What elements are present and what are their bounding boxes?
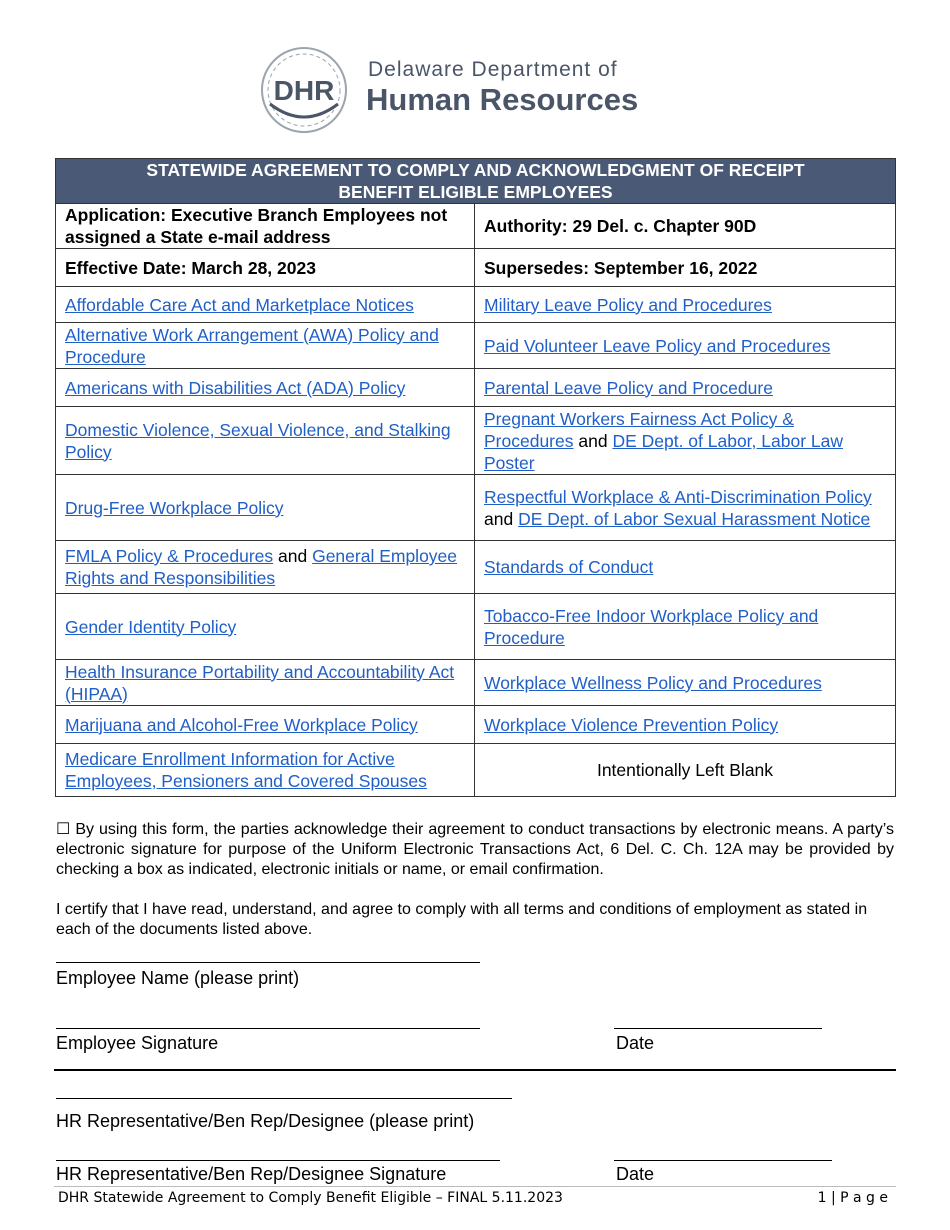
policy-link[interactable]: Parental Leave Policy and Procedure	[484, 377, 773, 398]
application-cell: Application: Executive Branch Employees not assigned a State e-mail address	[56, 204, 475, 249]
conjunction: and	[273, 546, 313, 566]
org-name-line1: Delaware Department of	[368, 58, 618, 81]
employee-name-label: Employee Name (please print)	[56, 968, 300, 988]
policy-link[interactable]: Military Leave Policy and Procedures	[484, 294, 772, 315]
policy-link[interactable]: Tobacco-Free Indoor Workplace Policy and Procedure	[484, 605, 819, 648]
date-line-2[interactable]	[614, 1160, 832, 1161]
policy-link[interactable]: Respectful Workplace & Anti-Discrimination Policy	[484, 486, 872, 507]
policy-link[interactable]: Americans with Disabilities Act (ADA) Policy	[65, 377, 406, 398]
dhr-seal-icon	[258, 44, 354, 136]
conjunction: and	[484, 508, 519, 529]
policy-link[interactable]: General Employee Rights and Responsibilities	[65, 546, 458, 588]
policy-link[interactable]: Health Insurance Portability and Accountability Act (HIPAA)	[65, 661, 455, 704]
footer-divider	[54, 1186, 896, 1187]
policy-link[interactable]: Domestic Violence, Sexual Violence, and Stalking Policy	[65, 419, 451, 462]
table-row	[56, 369, 896, 407]
footer-page-number: 1 | P a g e	[817, 1190, 888, 1206]
table-row	[56, 706, 896, 744]
date-label-2: Date	[616, 1164, 655, 1184]
policy-link[interactable]: Alternative Work Arrangement (AWA) Policy and Procedure	[65, 324, 439, 367]
policy-link[interactable]: Drug-Free Workplace Policy	[65, 497, 284, 518]
table-row	[56, 407, 896, 475]
section-divider	[54, 1069, 896, 1071]
consent-checkbox[interactable]: ☐	[56, 821, 71, 838]
hr-signature-label: HR Representative/Ben Rep/Designee Signature	[56, 1164, 447, 1184]
policy-link[interactable]: Marijuana and Alcohol-Free Workplace Policy	[65, 714, 418, 735]
dhr-logo	[258, 44, 678, 136]
table-row	[56, 660, 896, 706]
table-row	[56, 541, 896, 594]
table-banner	[56, 159, 896, 204]
policy-link[interactable]: Workplace Wellness Policy and Procedures	[484, 672, 822, 693]
table-row	[56, 744, 896, 797]
hr-name-line[interactable]	[56, 1098, 512, 1099]
policy-link[interactable]: Pregnant Workers Fairness Act Policy & Procedures	[484, 408, 794, 451]
employee-signature-line[interactable]	[56, 1028, 480, 1029]
table-row	[56, 287, 896, 323]
policy-link[interactable]: Gender Identity Policy	[65, 616, 237, 637]
hr-name-label: HR Representative/Ben Rep/Designee (please print)	[56, 1111, 475, 1131]
supersedes-cell: Supersedes: September 16, 2022	[475, 249, 896, 287]
policy-link[interactable]: Standards of Conduct	[484, 557, 654, 577]
policy-table	[55, 158, 896, 797]
effective-date-cell: Effective Date: March 28, 2023	[56, 249, 475, 287]
employee-name-line[interactable]	[56, 962, 480, 963]
banner-subtitle: BENEFIT ELIGIBLE EMPLOYEES	[338, 182, 613, 202]
policy-link[interactable]: Paid Volunteer Leave Policy and Procedures	[484, 335, 831, 356]
date-label-1: Date	[616, 1033, 655, 1053]
date-line-1[interactable]	[614, 1028, 822, 1029]
table-row	[56, 475, 896, 541]
policy-link[interactable]: DE Dept. of Labor Sexual Harassment Notice	[518, 508, 871, 529]
policy-link[interactable]: DE Dept. of Labor, Labor Law Poster	[484, 430, 843, 473]
logo-abbr: DHR	[273, 75, 335, 106]
consent-paragraph	[56, 820, 894, 880]
org-name-line2: Human Resources	[366, 82, 639, 117]
table-row	[56, 323, 896, 369]
policy-link[interactable]: FMLA Policy & Procedures	[65, 546, 274, 566]
table-row	[56, 594, 896, 660]
policy-link[interactable]: Medicare Enrollment Information for Active Employees, Pensioners and Covered Spouses	[65, 749, 427, 791]
conjunction: and	[573, 430, 613, 451]
policy-link[interactable]: Workplace Violence Prevention Policy	[484, 714, 779, 735]
blank-cell: Intentionally Left Blank	[475, 744, 896, 797]
hr-signature-line[interactable]	[56, 1160, 500, 1161]
employee-signature-label: Employee Signature	[56, 1033, 219, 1053]
policy-link[interactable]: Affordable Care Act and Marketplace Notices	[65, 294, 414, 315]
banner-title: STATEWIDE AGREEMENT TO COMPLY AND ACKNOWLEDGMENT OF RECEIPT	[146, 160, 805, 180]
consent-text: By using this form, the parties acknowledge their agreement to conduct transactions by electronic means. A party’s electronic signature for purpose of the Uniform Electronic Transactions Act, 6 Del. C. Ch. 12A may be provided by checking a box as indicated, electronic initials or name, or email confirmation.	[56, 821, 894, 878]
authority-cell: Authority: 29 Del. c. Chapter 90D	[475, 204, 896, 249]
certify-paragraph: I certify that I have read, understand, and agree to comply with all terms and conditions of employment as stated in each of the documents listed above.	[56, 901, 868, 938]
footer-document-title: DHR Statewide Agreement to Comply Benefit Eligible – FINAL 5.11.2023	[58, 1190, 563, 1206]
